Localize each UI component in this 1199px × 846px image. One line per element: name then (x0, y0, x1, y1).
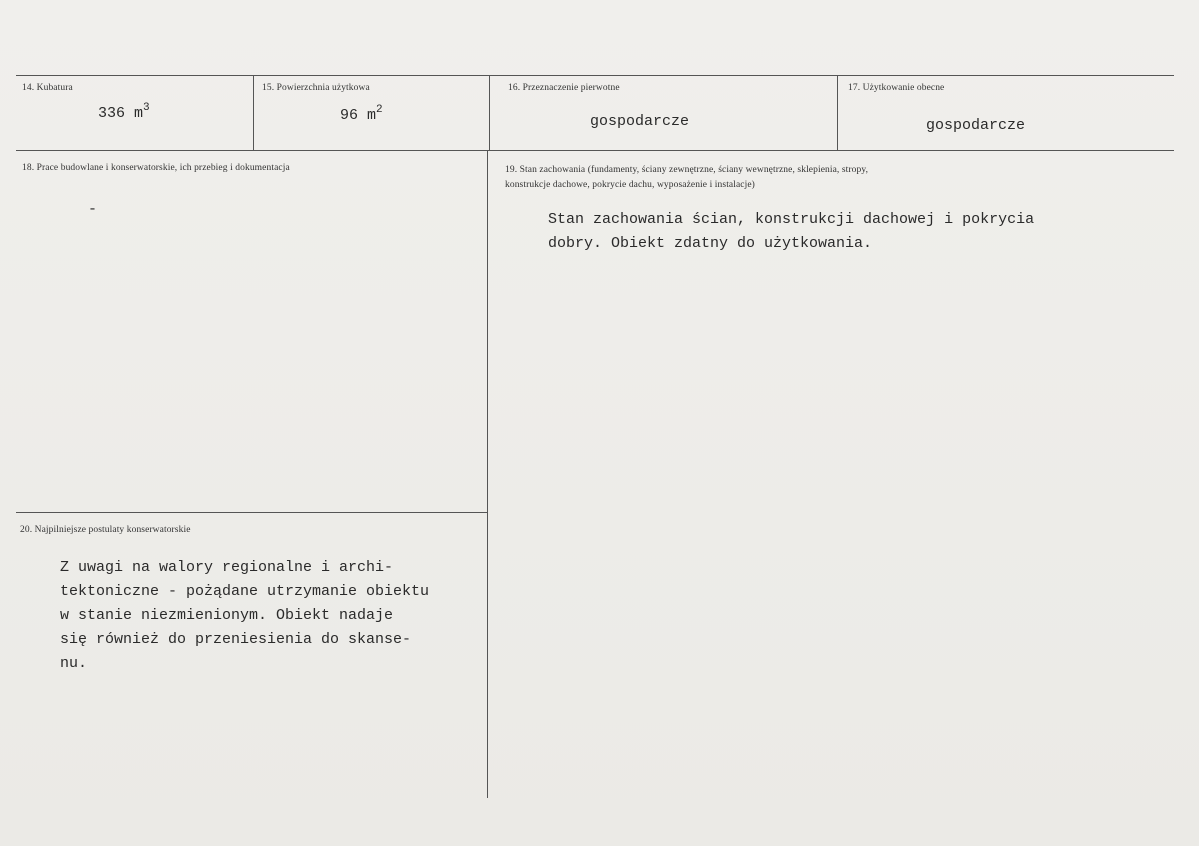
field-14-exponent: 3 (143, 102, 150, 114)
divider-18-20 (16, 512, 487, 513)
field-20-text-line-2: tektoniczne - pożądane utrzymanie obiektu (60, 583, 430, 600)
field-20-text-line-5: nu. (60, 655, 88, 672)
field-15-value: 96 $m^2$ (340, 104, 383, 124)
field-19-text-line-2: dobry. Obiekt zdatny do użytkowania. (548, 235, 873, 252)
field-14-value: 336 $m^3$ (98, 102, 150, 122)
field-17-label: 17. Użytkowanie obecne (848, 83, 945, 93)
field-14-label: 14. Kubatura (22, 83, 73, 93)
field-18-value: - (88, 201, 98, 218)
divider-18-19 (487, 150, 488, 798)
field-15-label: 15. Powierzchnia użytkowa (262, 83, 370, 93)
field-17-value: gospodarcze (926, 117, 1026, 134)
field-16-value: gospodarcze (590, 113, 690, 130)
divider-14-15 (253, 75, 254, 150)
field-18-label: 18. Prace budowlane i konserwatorskie, ich przebieg i dokumentacja (22, 163, 290, 173)
field-19-text-line-1: Stan zachowania ścian, konstrukcji dachowej i pokrycia (548, 211, 1035, 228)
field-20-text-line-4: się również do przeniesienia do skanse- (60, 631, 412, 648)
field-15-exponent: 2 (376, 104, 383, 116)
field-19-label-line-2: konstrukcje dachowe, pokrycie dachu, wyposażenie i instalacje) (505, 180, 755, 190)
top-row-top-border (16, 75, 1174, 76)
top-row-bottom-border (16, 150, 1174, 151)
field-19-label-line-1: 19. Stan zachowania (fundamenty, ściany zewnętrzne, ściany wewnętrzne, sklepienia, stropy, (505, 165, 869, 175)
divider-15-16 (489, 75, 490, 150)
field-16-label: 16. Przeznaczenie pierwotne (508, 83, 620, 93)
divider-16-17 (837, 75, 838, 150)
field-20-text-line-3: w stanie niezmienionym. Obiekt nadaje (60, 607, 394, 624)
field-20-text-line-1: Z uwagi na walory regionalne i archi- (60, 559, 394, 576)
field-20-label: 20. Najpilniejsze postulaty konserwatorskie (20, 525, 191, 535)
